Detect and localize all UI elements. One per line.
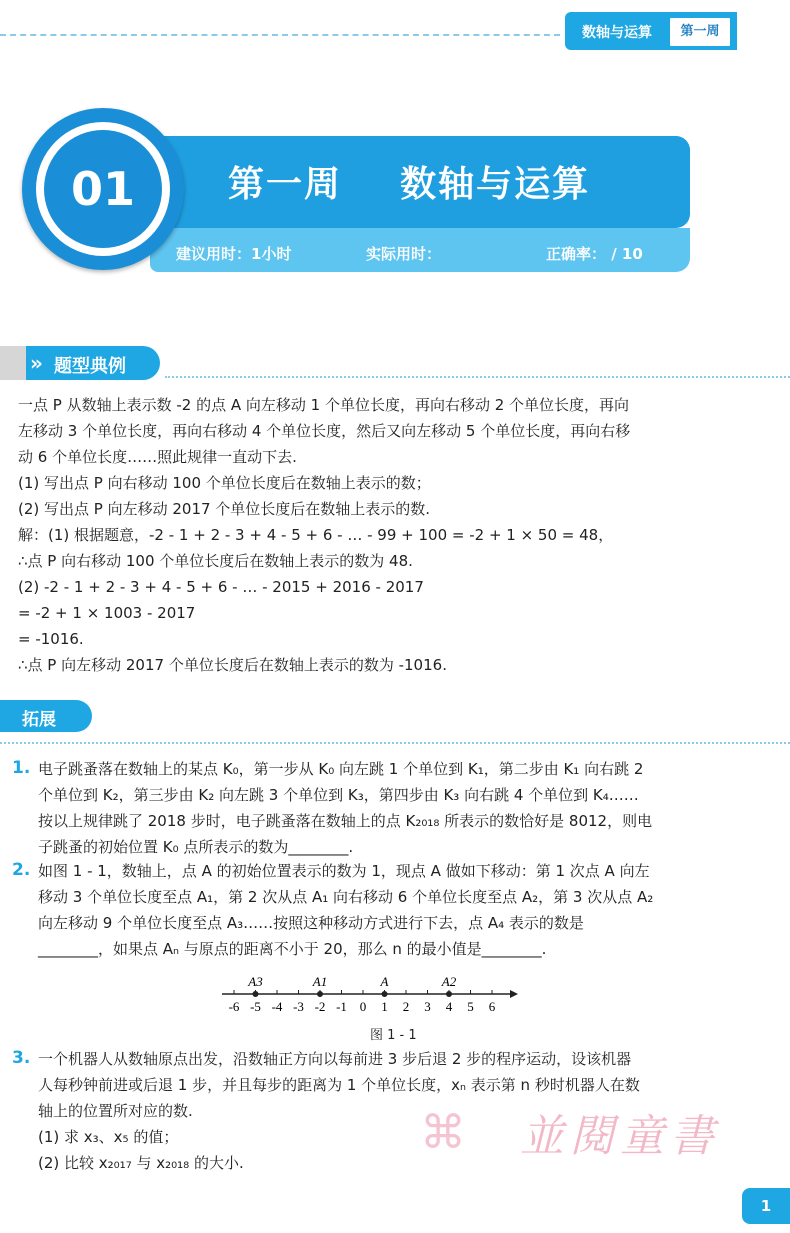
question-number: 3. — [12, 1048, 31, 1068]
question-line: 如图 1 - 1，数轴上，点 A 的初始位置表示的数为 1，现点 A 做如下移动：第 1 次点 A 向左 — [38, 862, 650, 880]
question-line: 一个机器人从数轴原点出发，沿数轴正方向以每前进 3 步后退 2 步的程序运动，设该机器 — [38, 1050, 632, 1068]
tick-label: -1 — [336, 999, 347, 1014]
question-line: (1) 求 x₃、x₅ 的值； — [38, 1128, 179, 1146]
example-line: (1) 写出点 P 向右移动 100 个单位长度后在数轴上表示的数； — [18, 474, 431, 492]
example-line: ∴点 P 向右移动 100 个单位长度后在数轴上表示的数为 48. — [18, 552, 413, 570]
point-dot — [382, 991, 388, 997]
page-number: 1 — [742, 1188, 790, 1224]
double-chevron-right-icon: » — [30, 351, 43, 375]
example-line: 动 6 个单位长度……照此规律一直动下去. — [18, 448, 297, 466]
tick-label: 1 — [381, 999, 388, 1014]
tick-label: 5 — [467, 999, 474, 1014]
accuracy: 正确率： / 10 — [546, 245, 643, 263]
tick-label: 3 — [424, 999, 431, 1014]
tick-label: 6 — [488, 999, 496, 1014]
example-section-stripe — [0, 346, 26, 380]
actual-time: 实际用时： — [366, 245, 442, 263]
number-line-figure — [220, 968, 520, 1022]
example-section-divider — [165, 376, 790, 378]
question-number: 1. — [12, 758, 31, 778]
extension-section-title: 拓展 — [22, 710, 56, 730]
point-label: A1 — [312, 974, 328, 989]
axis-arrow — [510, 990, 518, 998]
example-line: 一点 P 从数轴上表示数 -2 的点 A 向左移动 1 个单位长度，再向右移动 2 个单位长度，再向 — [18, 396, 630, 414]
extension-section-divider — [0, 742, 790, 744]
tick-label: -4 — [271, 999, 283, 1014]
question-line: 人每秒钟前进或后退 1 步，并且每步的距离为 1 个单位长度，xₙ 表示第 n 秒时机器人在数 — [38, 1076, 640, 1094]
example-line: (2) 写出点 P 向左移动 2017 个单位长度后在数轴上表示的数. — [18, 500, 431, 518]
example-line: 解：(1) 根据题意，-2 - 1 + 2 - 3 + 4 - 5 + 6 - … - 99 + 100 = -2 + 1 × 50 = 48， — [18, 526, 614, 544]
header-dashed-line — [0, 34, 560, 36]
question-line: ________，如果点 Aₙ 与原点的距离不小于 20，那么 n 的最小值是________. — [38, 940, 547, 958]
tick-label: -3 — [293, 999, 304, 1014]
chapter-title: 第一周 数轴与运算 — [228, 164, 591, 205]
example-line: = -2 + 1 × 1003 - 2017 — [18, 604, 196, 622]
question-line: 子跳蚤的初始位置 K₀ 点所表示的数为________. — [38, 838, 354, 856]
bow-watermark-icon: ⌘ — [420, 1105, 466, 1159]
tick-label: 2 — [402, 999, 410, 1014]
example-line: ∴点 P 向左移动 2017 个单位长度后在数轴上表示的数为 -1016. — [18, 656, 447, 674]
point-dot — [446, 991, 452, 997]
tick-label: -5 — [250, 999, 261, 1014]
point-dot — [317, 991, 323, 997]
question-line: 轴上的位置所对应的数. — [38, 1102, 193, 1120]
point-label: A2 — [441, 974, 457, 989]
question-line: (2) 比较 x₂₀₁₇ 与 x₂₀₁₈ 的大小. — [38, 1154, 244, 1172]
example-section-title: 题型典例 — [54, 356, 126, 377]
tick-label: -6 — [228, 999, 240, 1014]
question-line: 向左移动 9 个单位长度至点 A₃……按照这种移动方式进行下去，点 A₄ 表示的数是 — [38, 914, 584, 932]
point-label: A3 — [248, 974, 263, 989]
example-line: (2) -2 - 1 + 2 - 3 + 4 - 5 + 6 - … - 2015 + 2016 - 2017 — [18, 578, 424, 596]
question-number: 2. — [12, 860, 31, 880]
tick-label: -2 — [314, 999, 326, 1014]
header-week-label: 第一周 — [668, 16, 732, 48]
chapter-number: 01 — [70, 162, 135, 216]
header-tab-label: 数轴与运算 — [582, 25, 652, 41]
figure-caption: 图 1 - 1 — [370, 1028, 417, 1043]
tick-label: 4 — [445, 999, 453, 1014]
point-dot — [253, 991, 259, 997]
question-line: 移动 3 个单位长度至点 A₁，第 2 次从点 A₁ 向右移动 6 个单位长度至点 A₂，第 3 次从点 A₂ — [38, 888, 654, 906]
question-line: 按以上规律跳了 2018 步时，电子跳蚤落在数轴上的点 K₂₀₁₈ 所表示的数恰好是 8012，则电 — [38, 812, 653, 830]
example-line: = -1016. — [18, 630, 84, 648]
point-label: A — [380, 974, 389, 989]
tick-label: 0 — [359, 999, 367, 1014]
watermark: 並閱童書 — [520, 1111, 720, 1162]
question-line: 电子跳蚤落在数轴上的某点 K₀，第一步从 K₀ 向左跳 1 个单位到 K₁，第二步由 K₁ 向右跳 2 — [38, 760, 644, 778]
suggested-time: 建议用时：1小时 — [176, 245, 292, 263]
example-line: 左移动 3 个单位长度，再向右移动 4 个单位长度，然后又向左移动 5 个单位长度，再向右移 — [18, 422, 631, 440]
question-line: 个单位到 K₂，第三步由 K₂ 向左跳 3 个单位到 K₃，第四步由 K₃ 向右跳 4 个单位到 K₄…… — [38, 786, 639, 804]
